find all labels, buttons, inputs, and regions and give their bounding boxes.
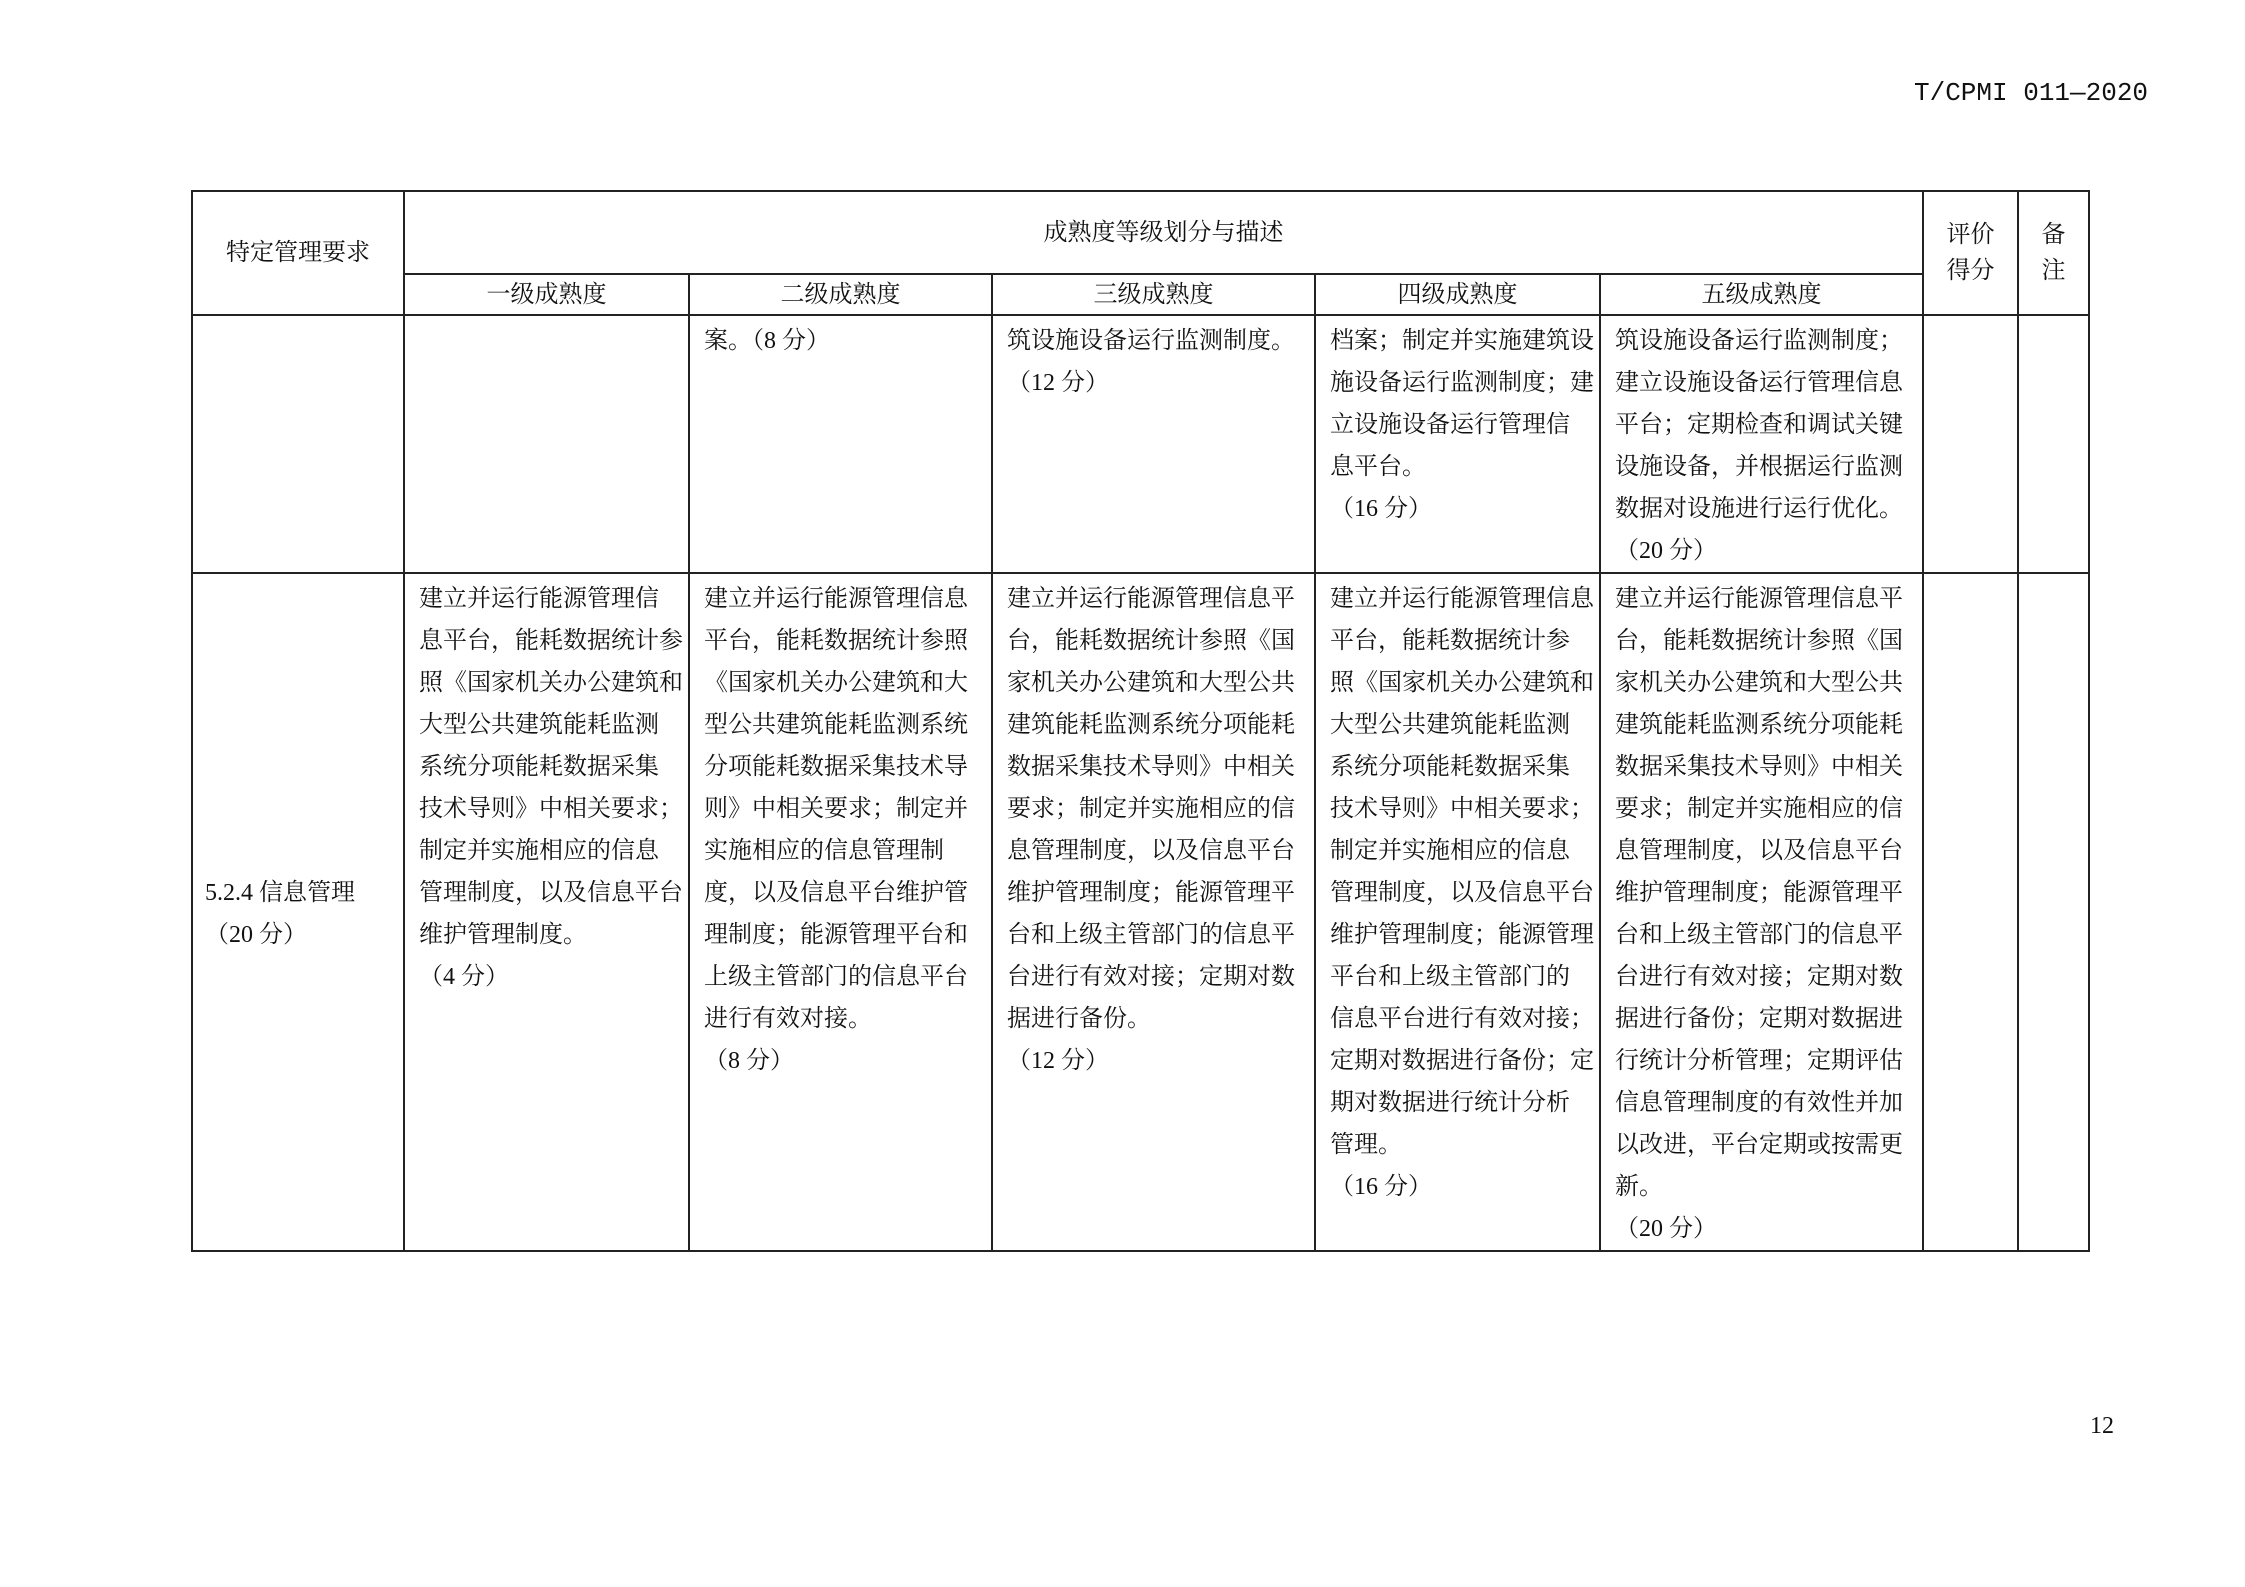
header-level-2: 二级成熟度 (689, 274, 992, 315)
maturity-table (191, 190, 2090, 1252)
level-4-cell: 建立并运行能源管理信息 平台，能耗数据统计参 照《国家机关办公建筑和 大型公共建筑能耗监测 系统分项能耗数据采集 技术导则》中相关要求； 制定并实施相应的信息 管理制度，以及信息平台 维护管理制度；能源管理 平台和上级主管部门的 信息平台进行有效对接； 定期对数据进行备份；定 期对数据进行统计分析 管理。 （16 分） (1315, 573, 1600, 1251)
standard-code: T/CPMI 011—2020 (1914, 78, 2149, 108)
score-cell (1923, 573, 2018, 1251)
table-row (192, 573, 2089, 1251)
note-cell (2018, 315, 2089, 573)
level-1-cell (404, 315, 689, 573)
level-5-cell: 筑设施设备运行监测制度； 建立设施设备运行管理信息 平台；定期检查和调试关键 设施设备，并根据运行监测 数据对设施进行运行优化。 （20 分） (1600, 315, 1923, 573)
score-cell (1923, 315, 2018, 573)
table-row (192, 315, 2089, 573)
level-4-cell: 档案；制定并实施建筑设 施设备运行监测制度；建 立设施设备运行管理信 息平台。 （16 分） (1315, 315, 1600, 573)
header-level-3: 三级成熟度 (992, 274, 1315, 315)
level-5-cell: 建立并运行能源管理信息平 台，能耗数据统计参照《国 家机关办公建筑和大型公共 建筑能耗监测系统分项能耗 数据采集技术导则》中相关 要求；制定并实施相应的信 息管理制度，以及信息平台 维护管理制度；能源管理平 台和上级主管部门的信息平 台进行有效对接；定期对数 据进行备份；定期对数据进 行统计分析管理；定期评估 信息管理制度的有效性并加 以改进，平台定期或按需更 新。 （20 分） (1600, 573, 1923, 1251)
header-note: 备 注 (2018, 191, 2089, 315)
header-level-1: 一级成熟度 (404, 274, 689, 315)
page-number: 12 (2090, 1413, 2114, 1439)
requirement-cell: 5.2.4 信息管理 （20 分） (192, 573, 404, 1251)
level-2-cell: 建立并运行能源管理信息 平台，能耗数据统计参照 《国家机关办公建筑和大 型公共建筑能耗监测系统 分项能耗数据采集技术导 则》中相关要求；制定并 实施相应的信息管理制 度，以及信息平台维护管 理制度；能源管理平台和 上级主管部门的信息平台 进行有效对接。 （8 分） (689, 573, 992, 1251)
level-3-cell: 建立并运行能源管理信息平 台，能耗数据统计参照《国 家机关办公建筑和大型公共 建筑能耗监测系统分项能耗 数据采集技术导则》中相关 要求；制定并实施相应的信 息管理制度，以及信息平台 维护管理制度；能源管理平 台和上级主管部门的信息平 台进行有效对接；定期对数 据进行备份。 （12 分） (992, 573, 1315, 1251)
header-score: 评价 得分 (1923, 191, 2018, 315)
header-requirement: 特定管理要求 (192, 191, 404, 315)
level-2-cell: 案。（8 分） (689, 315, 992, 573)
header-maturity: 成熟度等级划分与描述 (404, 191, 1923, 274)
level-1-cell: 建立并运行能源管理信 息平台，能耗数据统计参 照《国家机关办公建筑和 大型公共建筑能耗监测 系统分项能耗数据采集 技术导则》中相关要求； 制定并实施相应的信息 管理制度，以及信息平台 维护管理制度。 （4 分） (404, 573, 689, 1251)
header-level-5: 五级成熟度 (1600, 274, 1923, 315)
level-3-cell: 筑设施设备运行监测制度。 （12 分） (992, 315, 1315, 573)
requirement-cell (192, 315, 404, 573)
note-cell (2018, 573, 2089, 1251)
header-level-4: 四级成熟度 (1315, 274, 1600, 315)
